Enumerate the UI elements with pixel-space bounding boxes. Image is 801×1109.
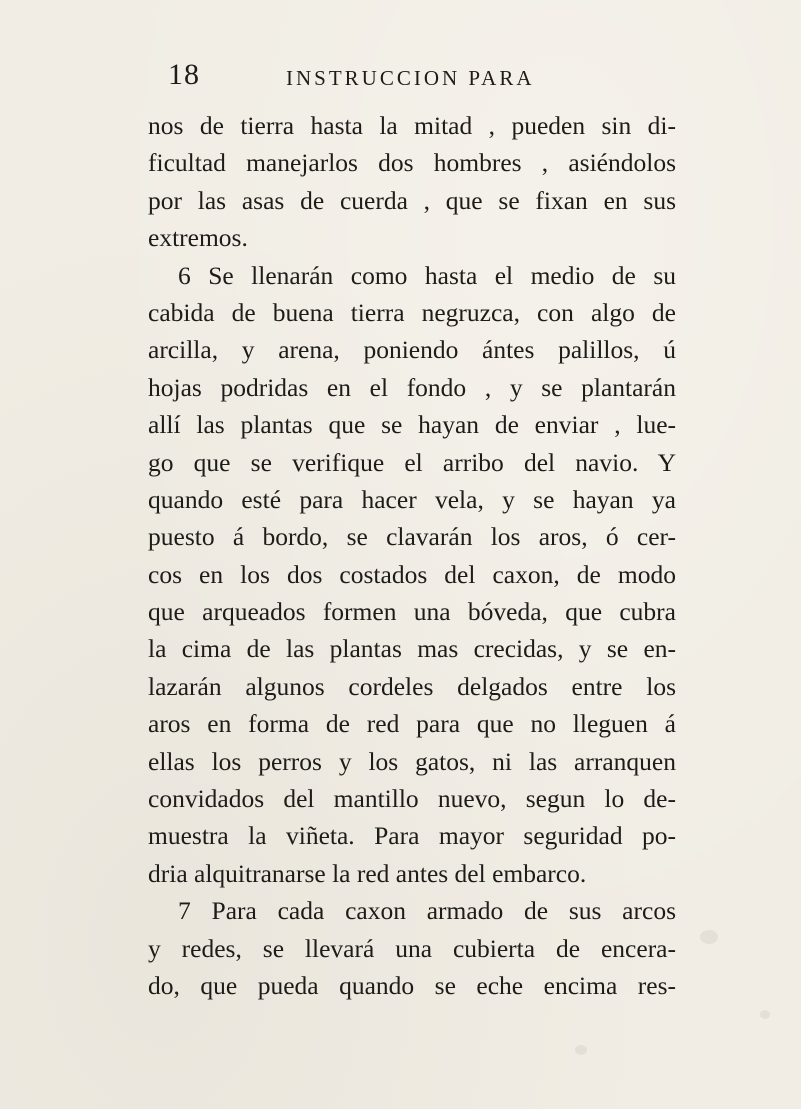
page-number: 18	[168, 58, 200, 91]
text-line: la cima de las plantas mas crecidas, y se en-	[148, 634, 676, 664]
text-line: que arqueados formen una bóveda, que cubra	[148, 597, 676, 627]
text-line: cabida de buena tierra negruzca, con algo de	[148, 297, 676, 327]
text-line: allí las plantas que se hayan de enviar , lue-	[148, 410, 676, 440]
paragraph-start-line: 6 Se llenarán como hasta el medio de su	[178, 260, 676, 290]
body-text	[148, 107, 676, 1004]
text-line: lazarán algunos cordeles delgados entre los	[148, 671, 676, 701]
text-line: aros en forma de red para que no lleguen á	[148, 709, 676, 739]
text-line: ficultad manejarlos dos hombres , asiéndolos	[148, 148, 676, 178]
text-line: extremos.	[148, 223, 248, 253]
paragraph-start-line: 7 Para cada caxon armado de sus arcos	[178, 896, 676, 926]
text-line: y redes, se llevará una cubierta de encera-	[148, 933, 676, 963]
text-line: convidados del mantillo nuevo, segun lo de-	[148, 784, 676, 814]
paper-stain	[760, 1010, 770, 1019]
paper-stain	[700, 930, 718, 944]
text-line: do, que pueda quando se eche encima res-	[148, 970, 676, 1000]
text-line: ellas los perros y los gatos, ni las arranquen	[148, 746, 676, 776]
text-line: quando esté para hacer vela, y se hayan ya	[148, 484, 676, 514]
text-line: nos de tierra hasta la mitad , pueden sin di-	[148, 111, 676, 140]
text-line: cos en los dos costados del caxon, de modo	[148, 559, 676, 589]
text-line: arcilla, y arena, poniendo ántes palillos, ú	[148, 335, 676, 365]
text-line: hojas podridas en el fondo , y se plantarán	[148, 372, 676, 402]
text-line: dria alquitranarse la red antes del embarco.	[148, 858, 587, 888]
running-title: INSTRUCCION PARA	[286, 66, 535, 90]
text-line: puesto á bordo, se clavarán los aros, ó cer-	[148, 522, 676, 552]
text-line: por las asas de cuerda , que se fixan en sus	[148, 185, 676, 215]
text-line: muestra la viñeta. Para mayor seguridad po-	[148, 821, 676, 851]
running-head	[168, 58, 728, 98]
text-line: go que se verifique el arribo del navio. Y	[148, 447, 676, 477]
paper-stain	[575, 1045, 587, 1055]
